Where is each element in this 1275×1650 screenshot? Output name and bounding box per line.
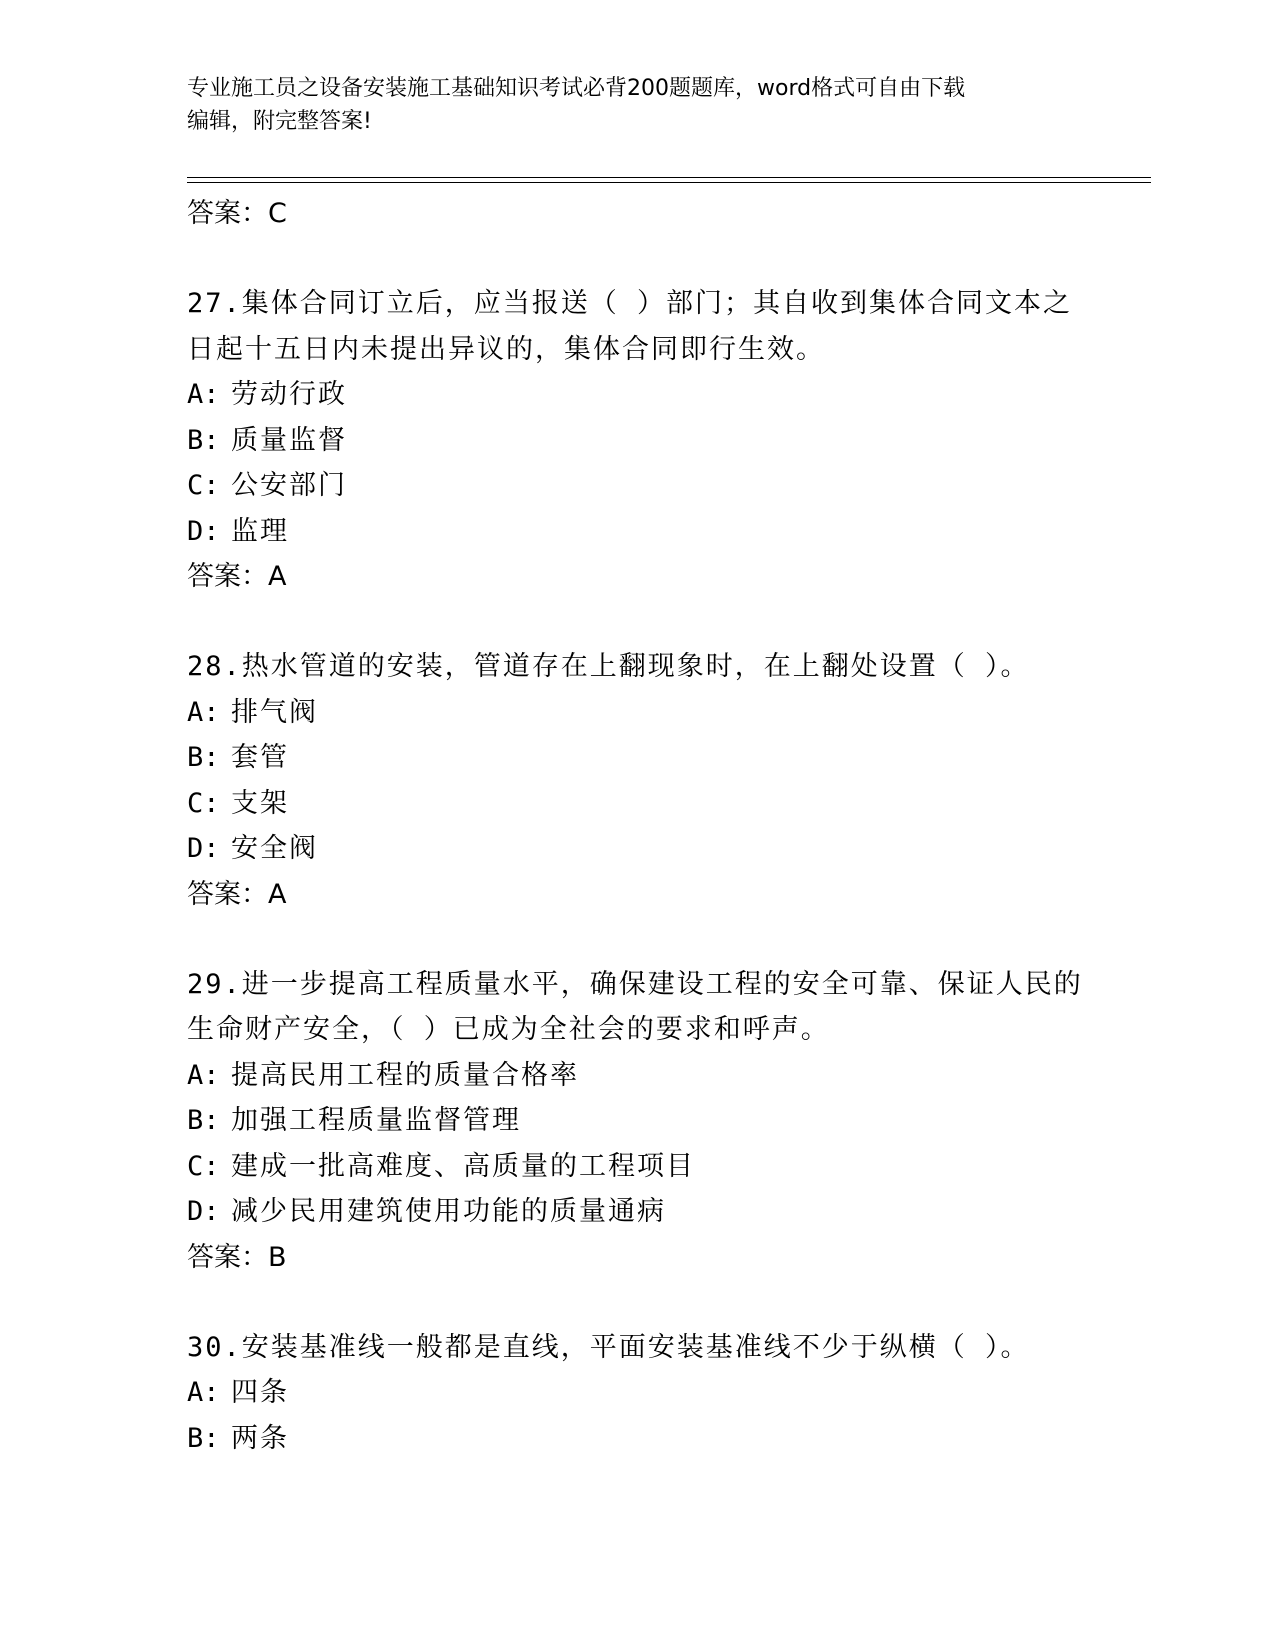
question-text-line: 生命财产安全，（ ）已成为全社会的要求和呼声。 [187, 1014, 830, 1045]
header-divider-bottom [187, 182, 1151, 183]
option-b [187, 1416, 1087, 1462]
option-text: 两条 [231, 1422, 289, 1454]
option-letter: C: [187, 470, 220, 501]
option-letter: D: [187, 515, 220, 547]
answer-line [187, 1235, 1087, 1280]
option-c [187, 463, 1087, 509]
option-text: 套管 [231, 742, 289, 773]
option-text: 四条 [231, 1377, 289, 1408]
question-block [187, 644, 1087, 917]
option-c [187, 1144, 1087, 1190]
option-a [187, 1053, 1087, 1099]
option-text: 支架 [231, 787, 289, 819]
option-d [187, 509, 1087, 555]
answer-line [187, 872, 1087, 917]
question-text-line: 27.集体合同订立后，应当报送（ ）部门；其自收到集体合同文本之 [187, 288, 1073, 319]
option-b [187, 1098, 1087, 1144]
option-letter: A: [187, 696, 220, 728]
question-text-line: 30.安装基准线一般都是直线，平面安装基准线不少于纵横（ ）。 [187, 1331, 1030, 1363]
option-text: 质量监督 [231, 424, 347, 456]
option-text: 安全阀 [231, 833, 318, 864]
option-text: 减少民用建筑使用功能的质量通病 [231, 1196, 666, 1227]
question-text-line: 29.进一步提高工程质量水平，确保建设工程的安全可靠、保证人民的 [187, 968, 1083, 1000]
answer-label: 答案： [187, 1241, 268, 1273]
option-text: 劳动行政 [231, 379, 347, 410]
option-c [187, 781, 1087, 827]
question-text-line: 28.热水管道的安装，管道存在上翻现象时，在上翻处设置（ ）。 [187, 651, 1030, 682]
question-text-line: 日起十五日内未提出异议的，集体合同即行生效。 [187, 333, 825, 365]
question-block [187, 281, 1087, 599]
option-letter: C: [187, 1150, 220, 1182]
option-a [187, 1370, 1087, 1416]
answer-value: A [268, 561, 287, 592]
option-d [187, 1189, 1087, 1235]
option-d [187, 826, 1087, 872]
option-letter: A: [187, 1377, 220, 1408]
option-text: 提高民用工程的质量合格率 [231, 1059, 579, 1091]
option-b [187, 735, 1087, 781]
option-text: 排气阀 [231, 696, 318, 728]
option-letter: B: [187, 742, 220, 773]
option-text: 建成一批高难度、高质量的工程项目 [231, 1150, 695, 1182]
answer-value: C [268, 198, 287, 229]
option-letter: A: [187, 379, 220, 410]
header-line-1: 专业施工员之设备安装施工基础知识考试必背200题题库，word格式可自由下载 [187, 76, 966, 101]
option-letter: D: [187, 833, 220, 864]
answer-label: 答案： [187, 198, 268, 229]
option-text: 监理 [231, 515, 289, 547]
answer-value: A [268, 878, 287, 910]
option-letter: B: [187, 1422, 220, 1454]
option-text: 公安部门 [231, 470, 347, 501]
option-letter: A: [187, 1059, 220, 1091]
option-letter: C: [187, 787, 220, 819]
option-letter: D: [187, 1196, 220, 1227]
option-text: 加强工程质量监督管理 [231, 1105, 521, 1136]
question-list [187, 191, 1087, 1461]
option-a [187, 690, 1087, 736]
answer-line [187, 191, 1087, 236]
option-b [187, 418, 1087, 464]
answer-label: 答案： [187, 878, 268, 910]
document-header [187, 72, 1087, 138]
option-a [187, 372, 1087, 418]
answer-value: B [268, 1241, 287, 1273]
option-letter: B: [187, 1105, 220, 1136]
option-letter: B: [187, 424, 220, 456]
answer-line [187, 554, 1087, 599]
question-block [187, 1325, 1087, 1462]
header-divider-top [187, 177, 1151, 178]
header-line-2: 编辑，附完整答案! [187, 109, 372, 134]
answer-label: 答案： [187, 561, 268, 592]
question-block [187, 962, 1087, 1280]
